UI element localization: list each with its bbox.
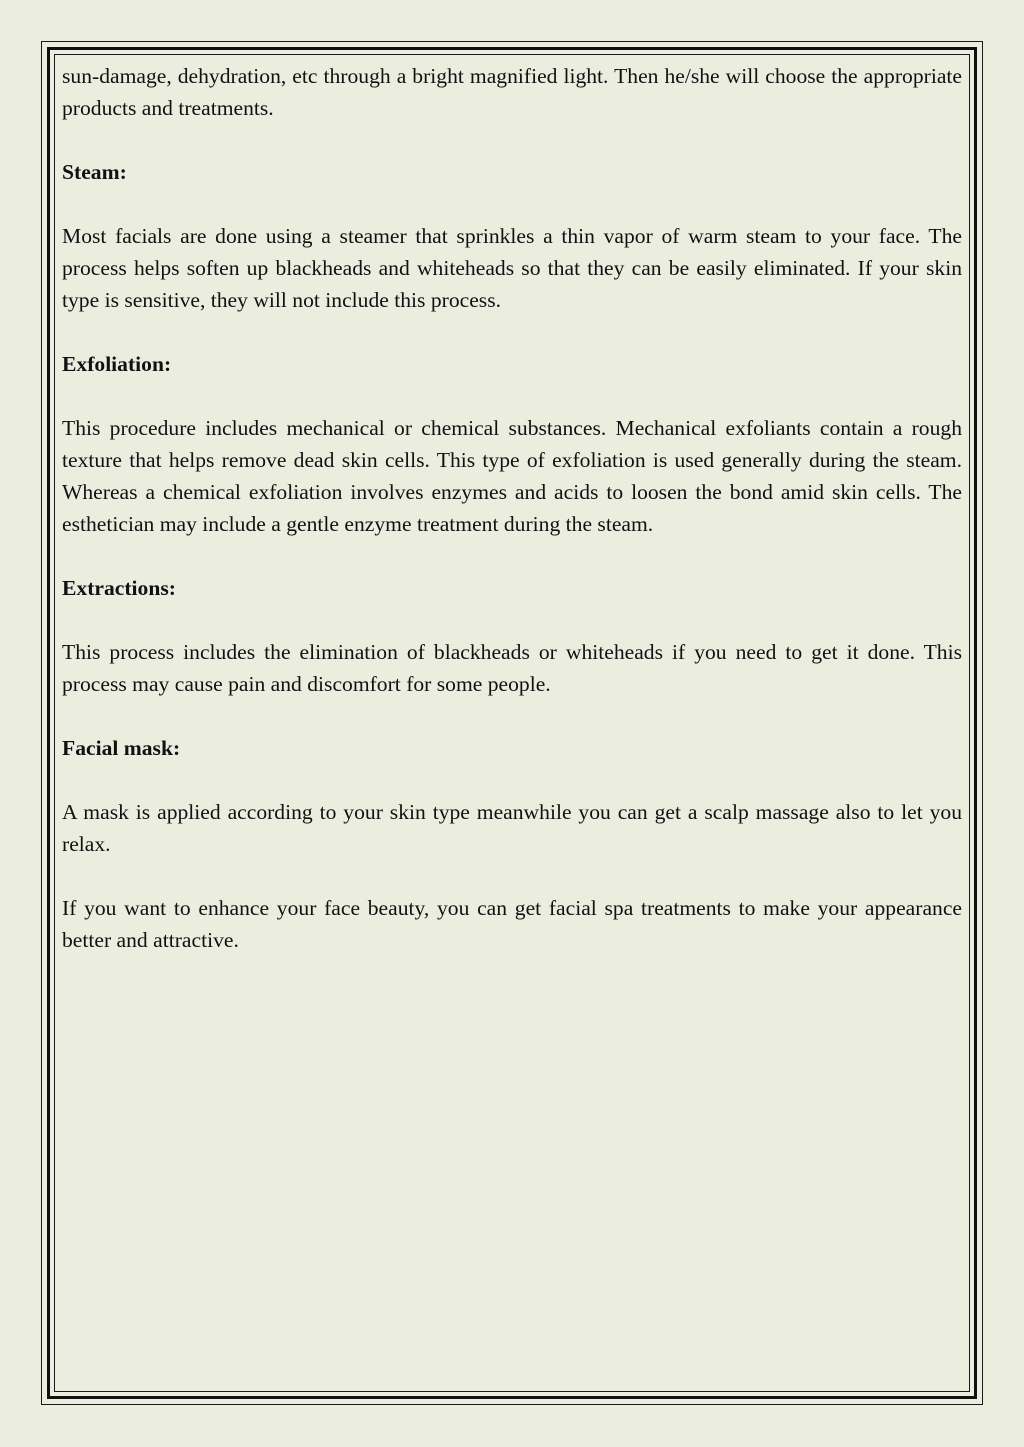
section-heading-extractions: Extractions: [62,576,176,600]
section-body-exfoliation: This procedure includes mechanical or chemical substances. Mechanical exfoliants contain a rough texture that helps remove dead skin cells. This type of exfoliation is used generally during the steam. Whereas a chemical exfoliation involves enzymes and acids to loosen the bond amid skin cells. The esthetician may include a gentle enzyme treatment during the steam. [62,416,962,536]
section-heading-steam: Steam: [62,160,127,184]
intro-paragraph: sun-damage, dehydration, etc through a bright magnified light. Then he/she will choose the appropriate products and treatments. [62,64,962,120]
section-heading-exfoliation: Exfoliation: [62,352,172,376]
closing-paragraph: If you want to enhance your face beauty, you can get facial spa treatments to make your appearance better and attractive. [62,896,962,952]
document-body [62,60,962,988]
section-body-steam: Most facials are done using a steamer that sprinkles a thin vapor of warm steam to your face. The process helps soften up blackheads and whiteheads so that they can be easily eliminated. If your skin type is sensitive, they will not include this process. [62,224,962,312]
section-body-extractions: This process includes the elimination of blackheads or whiteheads if you need to get it done. This process may cause pain and discomfort for some people. [62,640,962,696]
section-heading-facial-mask: Facial mask: [62,736,181,760]
section-body-facial-mask: A mask is applied according to your skin type meanwhile you can get a scalp massage also to let you relax. [62,800,962,856]
